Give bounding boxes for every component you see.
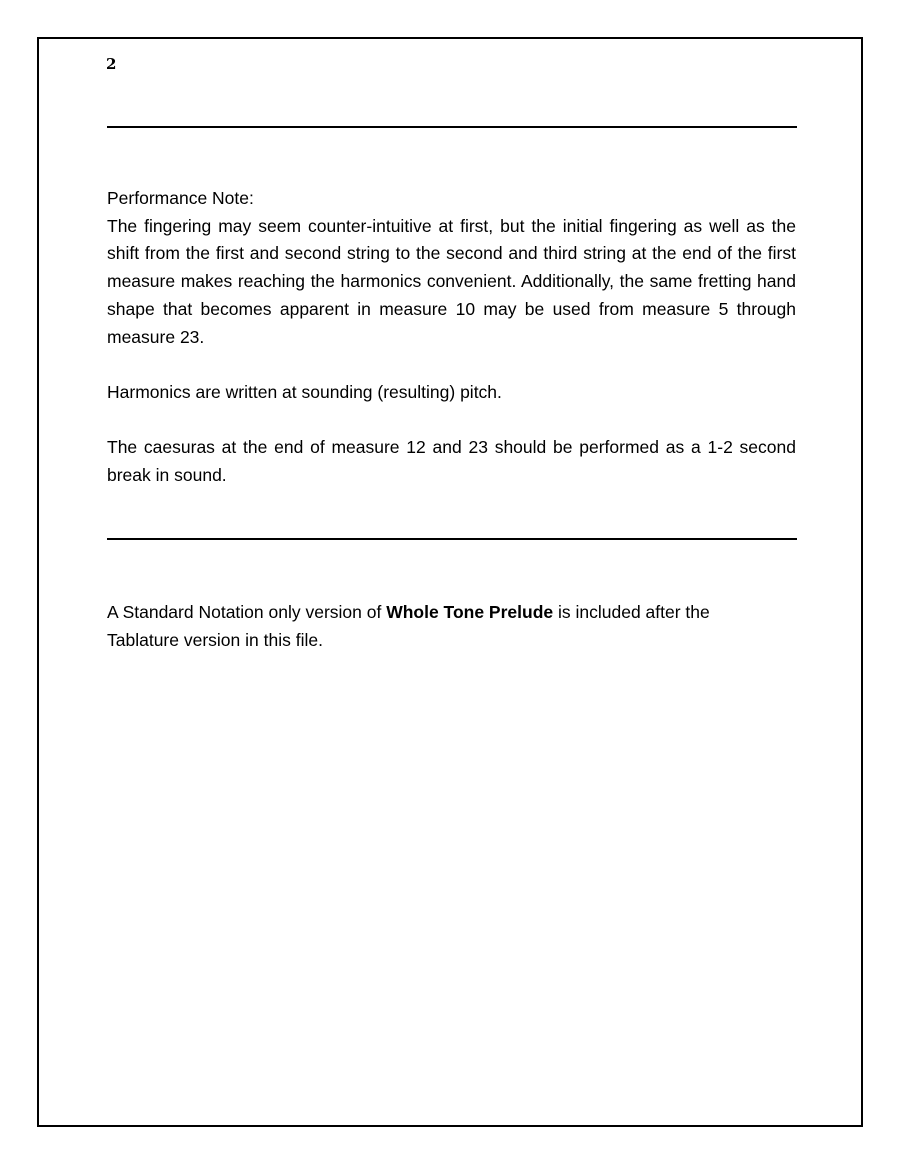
version-note-suffix: is included after the [553,602,710,622]
version-note-line-2: Tablature version in this file. [107,629,323,650]
performance-note-section [107,185,796,490]
top-divider [107,126,797,128]
performance-note-heading: Performance Note: [107,188,254,208]
version-note-section [107,599,796,654]
version-note-line-1 [107,599,796,627]
bottom-divider [107,538,797,540]
caesuras-paragraph: The caesuras at the end of measure 12 and 23 should be performed as a 1-2 second break in sound. [107,437,796,485]
piece-title: Whole Tone Prelude [386,602,554,622]
harmonics-paragraph: Harmonics are written at sounding (resulting) pitch. [107,381,502,402]
page-number: 2 [106,55,117,73]
fingering-paragraph: The fingering may seem counter-intuitive at first, but the initial fingering as well as the shift from the first and second string to the second and third string at the end of the first measure makes reaching the harmonics convenient. Additionally, the same fretting hand shape that becomes apparent in measure 10 may be used from measure 5 through measure 23. [107,215,796,347]
version-note-prefix: A Standard Notation only version of [107,602,387,622]
